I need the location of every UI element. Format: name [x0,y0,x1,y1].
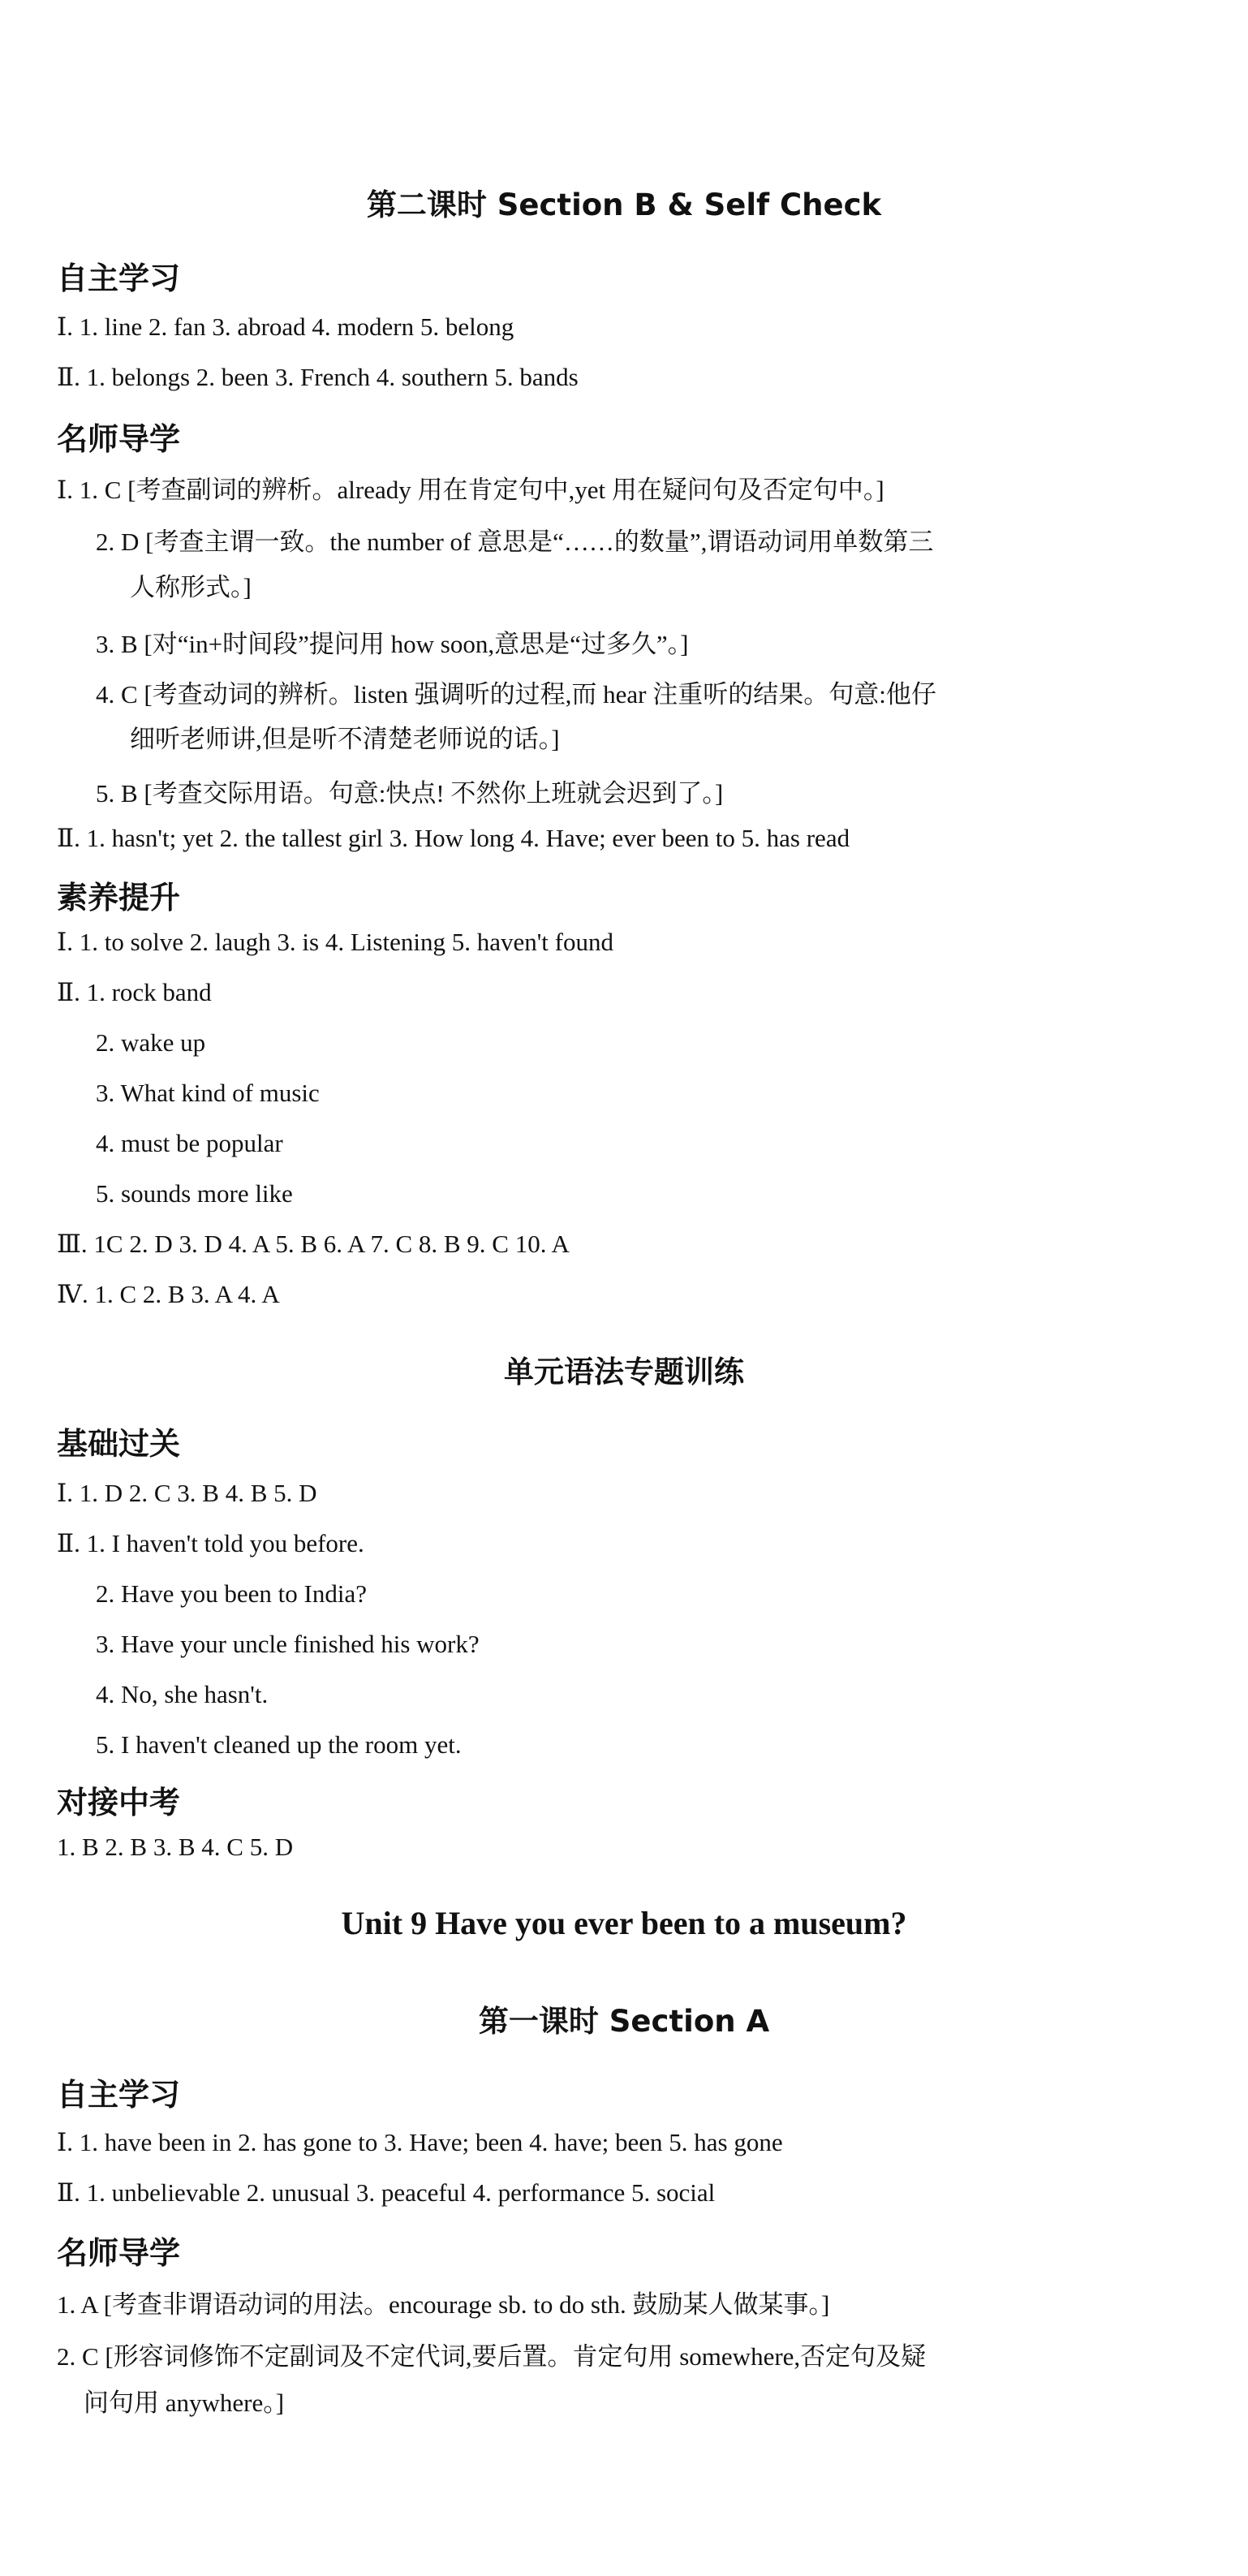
answer-line: 1. A [考查非谓语动词的用法。encourage sb. to do sth. 鼓励某人做某事。] [57,2290,830,2319]
answer-line: Ⅰ. 1. line 2. fan 3. abroad 4. modern 5. belong [57,312,514,341]
unit-title: Unit 9 Have you ever been to a museum? [341,1905,907,1941]
section-heading: 基础过关 [57,1426,181,1462]
section-title: 单元语法专题训练 [504,1355,744,1389]
answer-line: 3. B [对“in+时间段”提问用 how soon,意思是“过多久”。] [96,630,689,658]
answer-line: 2. Have you been to India? [96,1579,367,1608]
section-heading: 自主学习 [57,261,181,296]
answer-line: Ⅱ. 1. hasn't; yet 2. the tallest girl 3. How long 4. Have; ever been to 5. has read [57,824,850,852]
answer-line: 4. No, she hasn't. [96,1680,269,1708]
section-heading: 名师导学 [57,2235,181,2271]
answer-line: Ⅰ. 1. have been in 2. has gone to 3. Have; been 4. have; been 5. has gone [57,2128,783,2156]
answer-line: 5. I haven't cleaned up the room yet. [96,1730,462,1759]
answer-line: 5. sounds more like [96,1179,293,1208]
answer-line: 1. B 2. B 3. B 4. C 5. D [57,1833,294,1861]
answer-line: Ⅳ. 1. C 2. B 3. A 4. A [57,1280,280,1308]
answer-line: Ⅱ. 1. rock band [57,978,212,1006]
answer-line: Ⅲ. 1C 2. D 3. D 4. A 5. B 6. A 7. C 8. B 9. C 10. A [57,1230,570,1258]
lesson-title: 第一课时 Section A [478,2004,770,2039]
lesson-title: 第二课时 Section B & Self Check [366,187,882,222]
answer-line: Ⅰ. 1. C [考查副词的辨析。already 用在肯定句中,yet 用在疑问句及否定句中。] [57,476,884,504]
section-heading: 素养提升 [57,880,181,915]
answer-line: 2. D [考查主谓一致。the number of 意思是“……的数量”,谓语动词用单数第三 [96,528,934,556]
answer-line: Ⅰ. 1. D 2. C 3. B 4. B 5. D [57,1479,317,1507]
section-heading: 名师导学 [57,421,181,457]
answer-line: Ⅱ. 1. I haven't told you before. [57,1529,364,1557]
answer-line: 问句用 anywhere。] [84,2389,285,2417]
answer-line: Ⅱ. 1. belongs 2. been 3. French 4. southern 5. bands [57,363,579,391]
answer-line: Ⅰ. 1. to solve 2. laugh 3. is 4. Listening 5. haven't found [57,928,613,956]
answer-line: 2. wake up [96,1028,206,1057]
section-heading: 对接中考 [57,1785,181,1820]
answer-line: 4. must be popular [96,1129,283,1157]
section-heading: 自主学习 [57,2077,181,2113]
answer-line: 3. Have your uncle finished his work? [96,1630,480,1658]
answer-line: 人称形式。] [130,573,252,601]
answer-line: 5. B [考查交际用语。句意:快点! 不然你上班就会迟到了。] [96,779,724,808]
answer-line: Ⅱ. 1. unbelievable 2. unusual 3. peaceful 4. performance 5. social [57,2178,716,2207]
answer-line: 2. C [形容词修饰不定副词及不定代词,要后置。肯定句用 somewhere,否定句及疑 [57,2342,927,2371]
answer-line: 细听老师讲,但是听不清楚老师说的话。] [130,725,560,753]
answer-line: 3. What kind of music [96,1079,320,1107]
answer-line: 4. C [考查动词的辨析。listen 强调听的过程,而 hear 注重听的结果。句意:他仔 [96,680,936,709]
